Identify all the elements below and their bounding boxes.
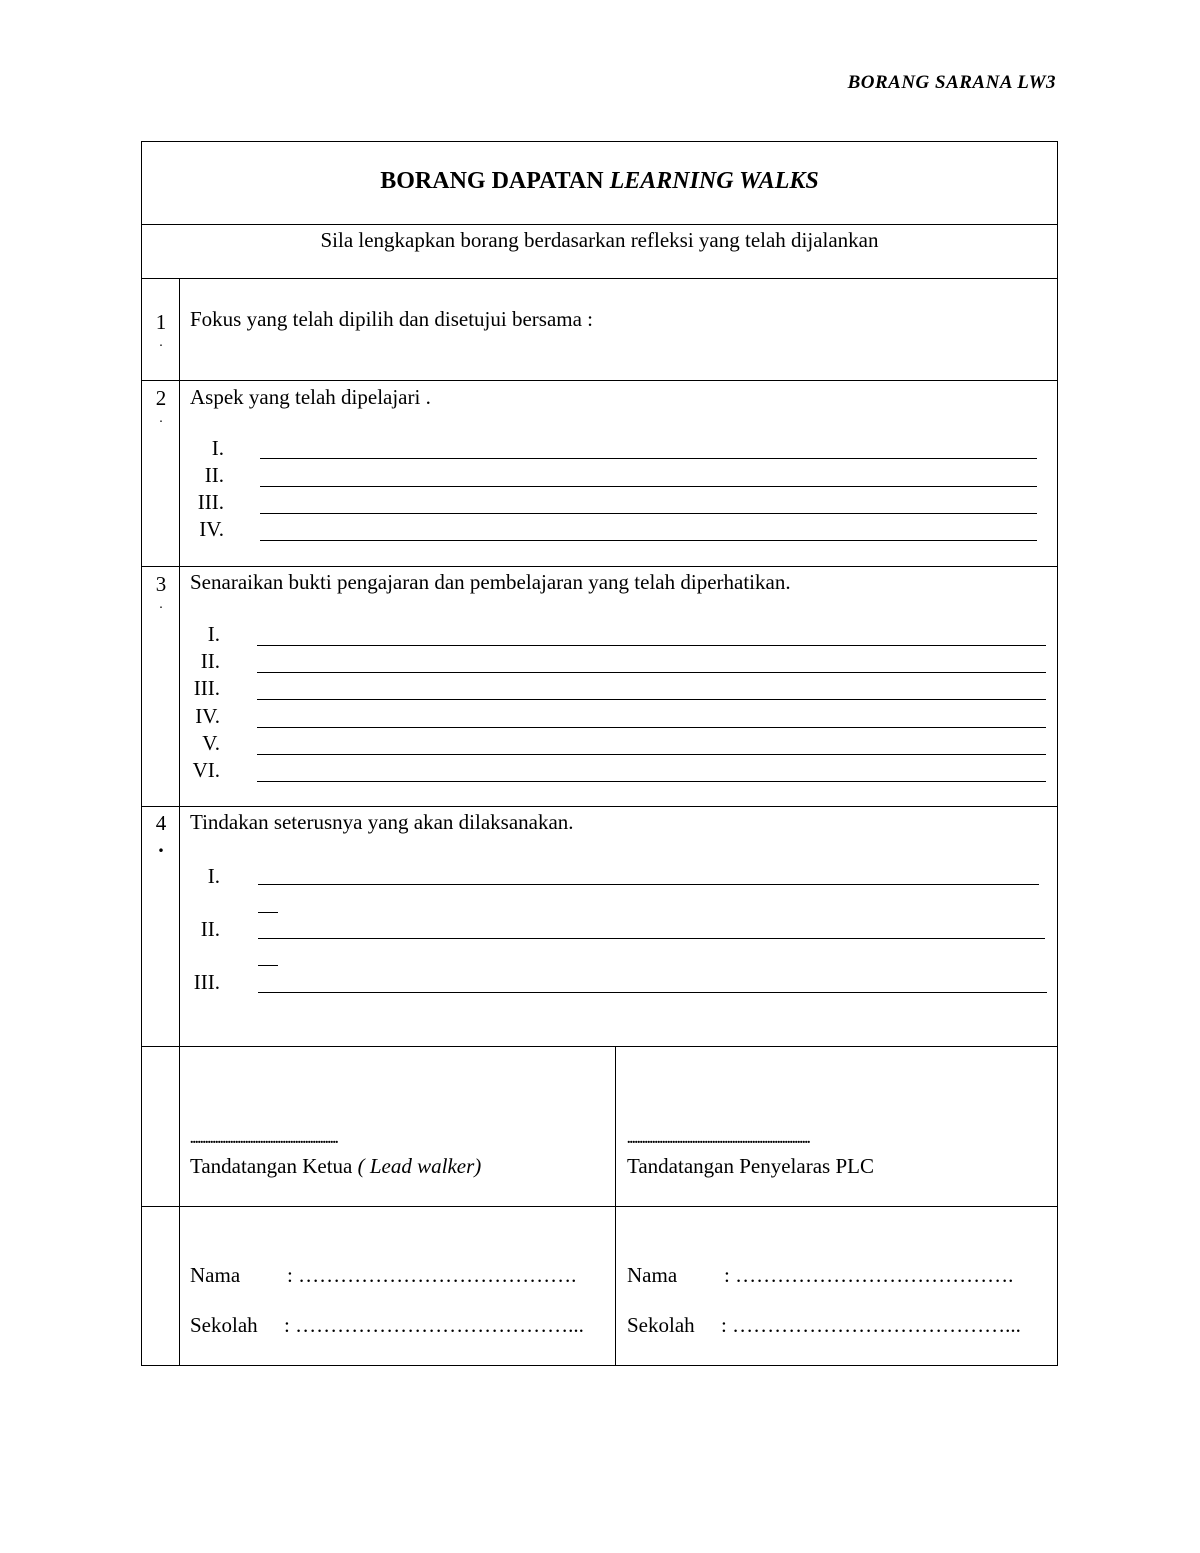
answer-line[interactable] bbox=[257, 699, 1046, 700]
item-numeral: III. bbox=[197, 490, 224, 514]
item-numeral: I. bbox=[207, 622, 220, 646]
item-numeral: II. bbox=[200, 917, 220, 941]
signature-column-divider bbox=[615, 1046, 616, 1366]
item-numeral: IV. bbox=[195, 704, 220, 728]
answer-line[interactable] bbox=[257, 754, 1046, 755]
row-divider bbox=[141, 806, 1058, 807]
item-numeral: II. bbox=[200, 649, 220, 673]
section-3-prompt: Senaraikan bukti pengajaran dan pembelajaran yang telah diperhatikan. bbox=[190, 570, 791, 594]
answer-line[interactable] bbox=[260, 458, 1037, 459]
item-numeral: III. bbox=[193, 970, 220, 994]
answer-line[interactable] bbox=[258, 992, 1047, 993]
answer-line-overflow bbox=[258, 912, 278, 913]
row-divider bbox=[141, 224, 1058, 225]
item-numeral: V. bbox=[202, 731, 220, 755]
answer-line-overflow bbox=[258, 965, 278, 966]
name-field-left[interactable]: Nama : …………………………………. bbox=[190, 1263, 577, 1287]
name-field-right[interactable]: Nama : …………………………………. bbox=[627, 1263, 1014, 1287]
section-number: 2 . bbox=[155, 386, 167, 426]
item-numeral: IV. bbox=[199, 517, 224, 541]
row-divider bbox=[141, 1046, 1058, 1047]
item-numeral: I. bbox=[207, 864, 220, 888]
answer-line[interactable] bbox=[257, 781, 1046, 782]
number-column-divider bbox=[179, 278, 180, 1366]
answer-line[interactable] bbox=[257, 672, 1046, 673]
answer-line[interactable] bbox=[257, 727, 1046, 728]
answer-line[interactable] bbox=[260, 513, 1037, 514]
section-4-prompt: Tindakan seterusnya yang akan dilaksanakan. bbox=[190, 810, 574, 834]
row-divider bbox=[141, 1206, 1058, 1207]
row-divider bbox=[141, 278, 1058, 279]
section-1-prompt: Fokus yang telah dipilih dan disetujui bersama : bbox=[190, 307, 594, 331]
answer-line[interactable] bbox=[260, 540, 1037, 541]
signature-line-lead-walker[interactable]: ........................................................... bbox=[190, 1132, 338, 1147]
row-divider bbox=[141, 380, 1058, 381]
section-2-prompt: Aspek yang telah dipelajari . bbox=[190, 385, 431, 409]
item-numeral: VI. bbox=[192, 758, 220, 782]
row-divider bbox=[141, 566, 1058, 567]
form-code: BORANG SARANA LW3 bbox=[847, 72, 1056, 93]
school-field-left[interactable]: Sekolah : …………………………………... bbox=[190, 1313, 584, 1337]
item-numeral: II. bbox=[204, 463, 224, 487]
item-numeral: I. bbox=[211, 436, 224, 460]
signature-label-plc-coordinator: Tandatangan Penyelaras PLC bbox=[627, 1154, 874, 1178]
answer-line[interactable] bbox=[258, 884, 1039, 885]
answer-line[interactable] bbox=[257, 645, 1046, 646]
form-instruction: Sila lengkapkan borang berdasarkan refleksi yang telah dijalankan bbox=[320, 228, 879, 252]
answer-line[interactable] bbox=[260, 486, 1037, 487]
item-numeral: III. bbox=[193, 676, 220, 700]
form-title: BORANG DAPATAN LEARNING WALKS bbox=[380, 168, 819, 194]
signature-line-plc-coordinator[interactable]: ......................................................................... bbox=[627, 1132, 810, 1147]
signature-label-lead-walker: Tandatangan Ketua ( Lead walker) bbox=[190, 1154, 482, 1178]
section-number: 1 . bbox=[155, 310, 167, 350]
section-number: 4 . bbox=[155, 811, 167, 857]
section-number: 3 . bbox=[155, 572, 167, 612]
school-field-right[interactable]: Sekolah : …………………………………... bbox=[627, 1313, 1021, 1337]
answer-line[interactable] bbox=[258, 938, 1045, 939]
